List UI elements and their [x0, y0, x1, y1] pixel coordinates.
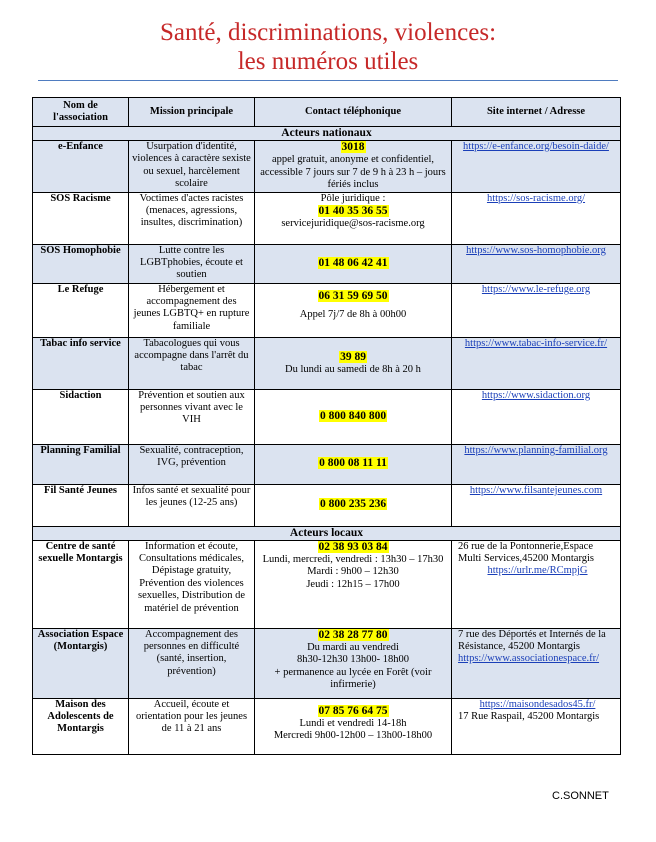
org-contact	[255, 192, 452, 244]
section-row-local	[33, 526, 621, 540]
phone-number[interactable]: 02 38 93 03 84	[318, 540, 388, 553]
org-contact	[255, 389, 452, 444]
table-row	[33, 698, 621, 754]
contact-hours: 8h30-12h30 13h00- 18h00	[297, 654, 409, 666]
website-link[interactable]: https://www.sidaction.org	[481, 389, 591, 401]
website-link[interactable]: https://www.planning-familial.org	[464, 444, 608, 456]
website-link[interactable]: https://www.sos-homophobie.org	[466, 244, 606, 256]
title-divider	[38, 80, 618, 81]
phone-number[interactable]: 0 800 840 800	[319, 409, 387, 422]
org-name: Le Refuge	[33, 283, 129, 337]
website-link[interactable]: https://www.filsantejeunes.com	[469, 484, 603, 496]
org-name: Association Espace (Montargis)	[33, 628, 129, 698]
title-line-1: Santé, discriminations, violences:	[159, 19, 497, 46]
header-name: Nom de l'association	[33, 98, 129, 127]
org-name: e-Enfance	[33, 141, 129, 193]
org-contact	[255, 484, 452, 526]
table-header-row	[33, 98, 621, 127]
contact-details: Appel 7j/7 de 8h à 00h00	[299, 309, 407, 321]
contact-hours: Jeudi : 12h15 – 17h00	[306, 578, 400, 590]
website-link[interactable]: https://e-enfance.org/besoin-daide/	[463, 141, 609, 152]
org-site	[452, 337, 621, 389]
website-link[interactable]: https://maisondesados45.fr/	[479, 698, 596, 710]
phone-number[interactable]: 0 800 235 236	[319, 498, 387, 511]
org-mission: Tabacologues qui vous accompagne dans l'arrêt du tabac	[129, 337, 255, 389]
org-name: Planning Familial	[33, 444, 129, 484]
phone-number[interactable]: 01 48 06 42 41	[318, 256, 388, 269]
website-link[interactable]: https://www.associationespace.fr/	[458, 653, 600, 665]
org-contact	[255, 698, 452, 754]
author-signature: C.SONNET	[552, 790, 609, 802]
org-contact	[255, 283, 452, 337]
header-site: Site internet / Adresse	[452, 98, 621, 127]
org-name: Sidaction	[33, 389, 129, 444]
org-site	[452, 484, 621, 526]
org-contact	[255, 444, 452, 484]
org-mission: Voctimes d'actes racistes (menaces, agressions, insultes, discrimination)	[129, 192, 255, 244]
org-site	[452, 540, 621, 628]
website-link[interactable]: https://urlr.me/RCmpjG	[487, 565, 588, 577]
section-row-national	[33, 127, 621, 141]
org-name: Tabac info service	[33, 337, 129, 389]
title-line-2: les numéros utiles	[237, 48, 419, 75]
contact-label: Pôle juridique :	[320, 192, 386, 204]
org-contact	[255, 244, 452, 283]
contacts-table	[32, 97, 621, 755]
org-mission: Information et écoute, Consultations médicales, Dépistage gratuity, Prévention des violences sexuelles, Distribution de matériel de prévention	[129, 540, 255, 628]
section-label-national: Acteurs nationaux	[33, 127, 621, 141]
org-mission: Accueil, écoute et orientation pour les jeunes de 11 à 21 ans	[129, 698, 255, 754]
org-mission: Sexualité, contraception, IVG, prévention	[129, 444, 255, 484]
section-label-local: Acteurs locaux	[33, 526, 621, 540]
table-row	[33, 244, 621, 283]
website-link[interactable]: https://www.le-refuge.org	[481, 283, 591, 295]
org-mission: Prévention et soutien aux personnes vivant avec le VIH	[129, 389, 255, 444]
org-name: Centre de santé sexuelle Montargis	[33, 540, 129, 628]
contact-hours: Lundi, mercredi, vendredi : 13h30 – 17h30	[262, 554, 444, 566]
address: 7 rue des Déportés et Internés de la Résistance, 45200 Montargis	[458, 628, 606, 653]
table-row	[33, 192, 621, 244]
contact-hours: Mardi : 9h00 – 12h30	[307, 566, 399, 578]
org-name: SOS Homophobie	[33, 244, 129, 283]
org-mission: Accompagnement des personnes en difficulté (santé, insertion, prévention)	[129, 628, 255, 698]
contact-email[interactable]: servicejuridique@sos-racisme.org	[281, 218, 425, 230]
phone-number[interactable]: 07 85 76 64 75	[318, 704, 388, 717]
contact-hours: Mercredi 9h00-12h00 – 13h00-18h00	[273, 730, 433, 742]
phone-number[interactable]: 06 31 59 69 50	[318, 289, 388, 302]
contact-details: appel gratuit, anonyme et confidentiel, accessible 7 jours sur 7 de 9 h à 23 h – jours fériés inclus	[260, 154, 446, 191]
org-site	[452, 628, 621, 698]
org-site	[452, 283, 621, 337]
phone-number[interactable]: 01 40 35 36 55	[318, 205, 388, 218]
org-mission: Infos santé et sexualité pour les jeunes (12-25 ans)	[129, 484, 255, 526]
contact-hours: Du mardi au vendredi	[307, 642, 399, 654]
org-site	[452, 698, 621, 754]
contact-hours: Lundi et vendredi 14-18h	[299, 718, 407, 730]
org-contact	[255, 540, 452, 628]
org-site	[452, 192, 621, 244]
phone-number[interactable]: 39 89	[340, 350, 366, 363]
website-link[interactable]: https://www.tabac-info-service.fr/	[464, 337, 608, 349]
org-contact	[255, 337, 452, 389]
org-mission: Usurpation d'identité, violences à caractère sexiste ou sexuel, harcèlement scolaire	[129, 141, 255, 193]
contact-hours: + permanence au lycée en Forêt (voir infirmerie)	[274, 666, 432, 691]
table-row	[33, 628, 621, 698]
address: 17 Rue Raspail, 45200 Montargis	[458, 711, 600, 723]
contact-details: Du lundi au samedi de 8h à 20 h	[285, 364, 421, 376]
org-name: Maison des Adolescents de Montargis	[33, 698, 129, 754]
phone-number[interactable]: 3018	[341, 141, 365, 153]
table-row	[33, 484, 621, 526]
table-row	[33, 444, 621, 484]
table-row	[33, 337, 621, 389]
org-contact	[255, 141, 452, 193]
org-name: Fil Santé Jeunes	[33, 484, 129, 526]
org-mission: Hébergement et accompagnement des jeunes LGBTQ+ en rupture familiale	[129, 283, 255, 337]
org-site	[452, 444, 621, 484]
header-mission: Mission principale	[129, 98, 255, 127]
page-title	[0, 18, 656, 76]
org-site	[452, 389, 621, 444]
org-site	[452, 244, 621, 283]
org-mission: Lutte contre les LGBTphobies, écoute et soutien	[129, 244, 255, 283]
header-contact: Contact téléphonique	[255, 98, 452, 127]
org-site	[452, 141, 621, 193]
table-row	[33, 283, 621, 337]
table-row	[33, 540, 621, 628]
website-link[interactable]: https://sos-racisme.org/	[486, 192, 586, 204]
address: 26 rue de la Pontonnerie,Espace Multi Services,45200 Montargis	[458, 540, 595, 565]
phone-number[interactable]: 02 38 28 77 80	[318, 628, 388, 641]
org-name: SOS Racisme	[33, 192, 129, 244]
org-contact	[255, 628, 452, 698]
phone-number[interactable]: 0 800 08 11 11	[319, 457, 387, 470]
table-row	[33, 141, 621, 193]
table-row	[33, 389, 621, 444]
